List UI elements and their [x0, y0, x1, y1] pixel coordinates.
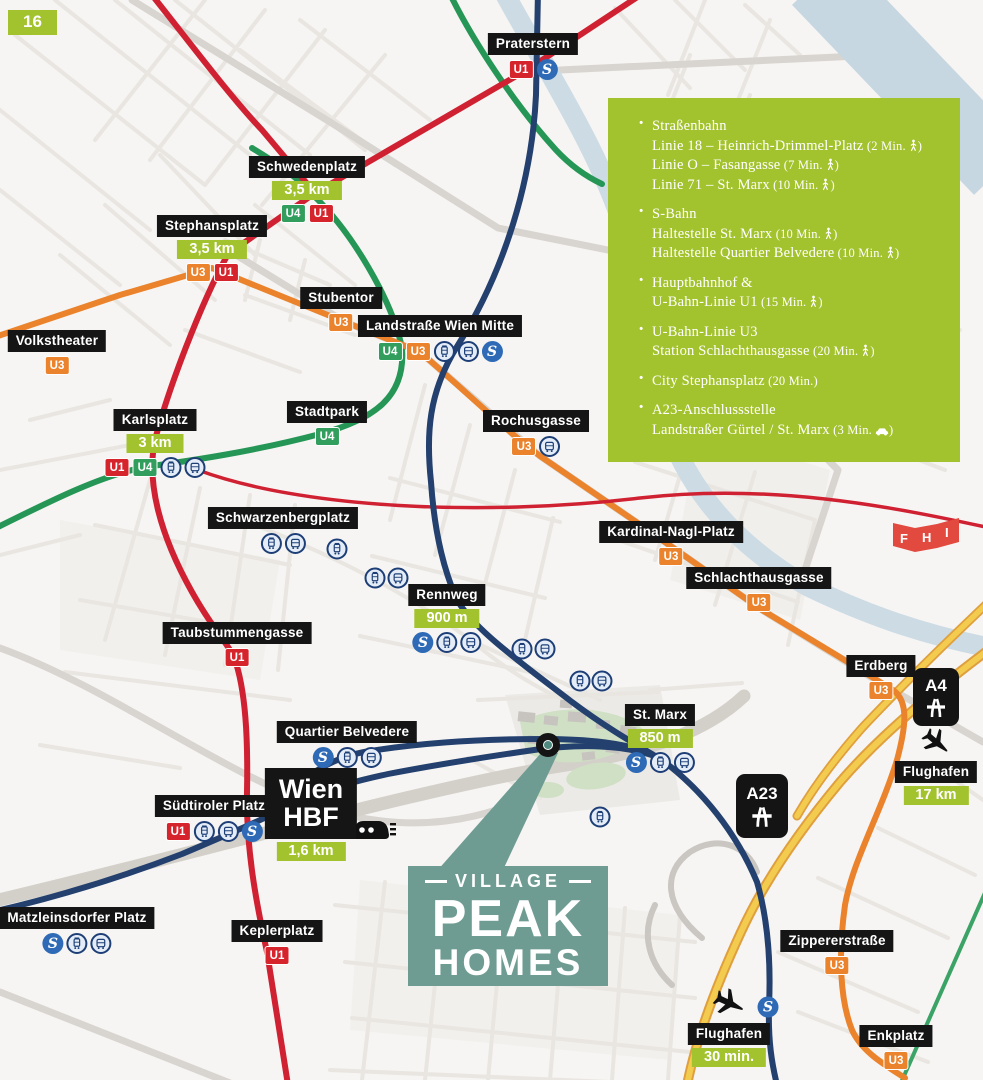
station-label: Kardinal-Nagl-Platz — [599, 521, 743, 543]
bus-icon — [535, 639, 556, 660]
station-label: Südtiroler Platz — [155, 795, 273, 817]
station-chips — [45, 356, 70, 375]
u3-badge: U3 — [328, 313, 353, 332]
station-label: Schwedenplatz — [249, 156, 365, 178]
station-chips — [626, 752, 695, 773]
station-label: Quartier Belvedere — [277, 721, 417, 743]
walk-icon — [824, 227, 833, 240]
station-st-marx — [625, 704, 695, 773]
station-karlsplatz — [105, 409, 206, 478]
legend-row — [638, 176, 938, 196]
sbahn-logo: S — [42, 933, 63, 954]
station-chips — [413, 632, 482, 653]
legend-text: City Stephansplatz — [652, 372, 765, 389]
station-label: Schwarzenbergplatz — [208, 507, 358, 529]
station-label: Taubstummengasse — [163, 622, 312, 644]
u4-badge: U4 — [314, 427, 339, 446]
station-chips — [747, 593, 772, 612]
legend-bullet: · — [638, 397, 645, 418]
legend-group — [638, 318, 938, 362]
station-label: Volkstheater — [8, 330, 106, 352]
hbf-label — [265, 768, 357, 839]
train-icon — [352, 817, 396, 843]
legend-text: A23-Anschlussstelle — [652, 402, 776, 418]
station-chips — [312, 747, 381, 768]
u3-badge: U3 — [884, 1051, 909, 1070]
station-rochusgasse — [483, 410, 589, 457]
legend-bullet: · — [638, 201, 645, 222]
tram-icon — [194, 821, 215, 842]
u1-badge: U1 — [265, 946, 290, 965]
station-chips — [225, 648, 250, 667]
poi-flughafen-south — [688, 988, 770, 1067]
station-volkstheater — [8, 330, 106, 375]
legend-text: Straßenbahn — [652, 118, 727, 134]
transit-legend — [608, 98, 960, 462]
station-label: Stubentor — [300, 287, 382, 309]
legend-time: (15 Min. ) — [757, 295, 823, 309]
station-label: St. Marx — [625, 704, 695, 726]
u3-badge: U3 — [868, 681, 893, 700]
sbahn-logo: S — [413, 632, 434, 653]
motorway-sign-a4 — [913, 668, 959, 726]
u3-badge: U3 — [186, 263, 211, 282]
site-marker-dot — [544, 741, 552, 749]
tram-icon — [590, 807, 611, 828]
station-zippererstrasse — [780, 930, 893, 975]
station-label: Erdberg — [846, 655, 915, 677]
fhi-letter: F — [900, 531, 908, 546]
u1-badge: U1 — [225, 648, 250, 667]
station-quartier-belvedere — [277, 721, 417, 768]
tram-icon — [161, 457, 182, 478]
tram-icon — [365, 568, 386, 589]
station-label: Rochusgasse — [483, 410, 589, 432]
legend-time: (7 Min. ) — [780, 158, 840, 172]
distance-badge: 1,6 km — [276, 842, 345, 861]
legend-title — [638, 113, 938, 137]
bus-icon — [461, 632, 482, 653]
sbahn-logo: S — [626, 752, 647, 773]
legend-text: Linie 71 – St. Marx — [652, 176, 770, 193]
motorway-sign-label: A23 — [746, 783, 778, 803]
station-enkplatz — [859, 1025, 932, 1070]
station-label: Karlsplatz — [114, 409, 197, 431]
motorway-sign-a23 — [736, 774, 788, 838]
legend-text: Hauptbahnhof & — [652, 274, 753, 291]
legend-bullet: · — [638, 367, 645, 389]
legend-time: (10 Min. ) — [834, 246, 900, 260]
tram-icon — [650, 752, 671, 773]
legend-text: Haltestelle St. Marx — [652, 225, 773, 242]
walk-icon — [886, 246, 895, 259]
legend-row — [638, 137, 938, 157]
station-chips — [378, 341, 503, 362]
distance-badge: 17 km — [903, 786, 968, 805]
legend-group — [638, 367, 938, 392]
legend-time: (10 Min. ) — [772, 226, 838, 241]
legend-title — [638, 367, 938, 392]
station-schlachthausgasse — [686, 567, 831, 612]
station-keplerplatz — [232, 920, 323, 965]
legend-items — [638, 113, 938, 440]
u3-badge: U3 — [406, 342, 431, 361]
distance-badge: 850 m — [627, 729, 692, 748]
station-chips — [42, 933, 111, 954]
bus-icon — [674, 752, 695, 773]
site-location-marker — [536, 733, 560, 757]
bus-icon — [360, 747, 381, 768]
station-chips — [166, 821, 263, 842]
station-chips — [314, 427, 339, 446]
legend-text: U-Bahn-Linie U3 — [652, 323, 758, 340]
distance-badge: 30 min. — [692, 1048, 766, 1067]
sbahn-logo: S — [312, 747, 333, 768]
legend-row — [638, 225, 938, 245]
u4-badge: U4 — [281, 204, 306, 223]
legend-row — [638, 244, 938, 264]
u1-badge: U1 — [105, 458, 130, 477]
bus-icon — [458, 341, 479, 362]
legend-group — [638, 269, 938, 313]
legend-row — [638, 156, 938, 176]
legend-time: (10 Min. ) — [769, 177, 835, 192]
u3-badge: U3 — [658, 547, 683, 566]
station-label: Flughafen — [895, 761, 977, 783]
sbahn-logo: S — [758, 997, 779, 1018]
legend-group — [638, 397, 938, 440]
distance-badge: 3,5 km — [177, 240, 246, 259]
legend-text: Landstraßer Gürtel / St. Marx — [652, 421, 830, 438]
distance-badge: 3 km — [126, 434, 183, 453]
walk-icon — [826, 158, 835, 171]
station-label: Keplerplatz — [232, 920, 323, 942]
legend-text: U-Bahn-Linie U1 — [652, 294, 758, 310]
legend-time: (3 Min. ) — [829, 422, 894, 437]
motorway-icon — [747, 804, 777, 828]
station-stadtpark — [287, 401, 367, 446]
u4-badge: U4 — [133, 458, 158, 477]
tram-icon — [437, 632, 458, 653]
legend-bullet: · — [638, 113, 645, 134]
station-label: Flughafen — [688, 1023, 770, 1045]
station-taubstummengasse — [163, 622, 312, 667]
car-icon — [875, 427, 889, 436]
station-label: Landstraße Wien Mitte — [358, 315, 522, 337]
station-schwedenplatz — [249, 156, 365, 223]
bus-icon — [218, 821, 239, 842]
station-chips — [511, 436, 560, 457]
legend-title — [638, 318, 938, 343]
legend-time: (20 Min.) — [764, 373, 818, 388]
bus-icon — [592, 671, 613, 692]
poi-flughafen-east — [895, 728, 977, 805]
station-label: Praterstern — [488, 33, 578, 55]
station-chips — [186, 263, 239, 282]
walk-icon — [909, 139, 918, 152]
u1-badge: U1 — [214, 263, 239, 282]
station-label: Matzleinsdorfer Platz — [0, 907, 155, 929]
logo-rule-right — [569, 880, 591, 883]
legend-title — [638, 397, 938, 421]
station-chips — [281, 204, 334, 223]
station-chips — [260, 533, 305, 554]
tram-icon — [260, 533, 281, 554]
legend-title — [638, 269, 938, 294]
page-number: 16 — [8, 10, 57, 35]
legend-bullet: · — [638, 318, 645, 340]
u3-badge: U3 — [825, 956, 850, 975]
station-chips — [265, 946, 290, 965]
airplane-icon — [708, 983, 751, 1026]
hbf-line1: Wien — [278, 774, 344, 804]
distance-badge: 3,5 km — [272, 181, 341, 200]
station-chips — [884, 1051, 909, 1070]
bus-icon — [388, 568, 409, 589]
airplane-icon — [915, 722, 957, 764]
tram-icon — [570, 671, 591, 692]
legend-text: Station Schlachthausgasse — [652, 343, 810, 359]
station-landstrasse-wien-mitte — [358, 315, 522, 362]
tram-icon — [66, 933, 87, 954]
tram-icon — [512, 639, 533, 660]
legend-text: Haltestelle Quartier Belvedere — [652, 245, 835, 261]
station-suedtiroler-platz — [155, 795, 273, 842]
u1-badge: U1 — [166, 822, 191, 841]
motorway-sign-label: A4 — [925, 675, 947, 695]
station-chips — [509, 59, 558, 80]
station-rennweg — [408, 584, 485, 653]
legend-bullet: · — [638, 269, 645, 291]
station-label: Schlachthausgasse — [686, 567, 831, 589]
bus-icon — [539, 436, 560, 457]
legend-row — [638, 293, 938, 313]
station-label: Stadtpark — [287, 401, 367, 423]
bus-icon — [185, 457, 206, 478]
legend-row — [638, 342, 938, 362]
u3-badge: U3 — [747, 593, 772, 612]
legend-text: Linie 18 – Heinrich-Drimmel-Platz — [652, 137, 864, 154]
bus-icon — [90, 933, 111, 954]
station-chips — [328, 313, 353, 332]
motorway-icon — [922, 696, 950, 718]
walk-icon — [861, 344, 870, 357]
u1-badge: U1 — [509, 60, 534, 79]
u1-badge: U1 — [309, 204, 334, 223]
hbf-line2: HBF — [283, 802, 339, 832]
legend-group — [638, 113, 938, 195]
station-label: Stephansplatz — [157, 215, 267, 237]
bus-icon — [284, 533, 305, 554]
station-label: Enkplatz — [859, 1025, 932, 1047]
distance-badge: 900 m — [414, 609, 479, 628]
logo-peak-text: PEAK — [431, 889, 585, 948]
station-chips — [658, 547, 683, 566]
tram-icon — [434, 341, 455, 362]
legend-time: (2 Min. ) — [863, 138, 923, 153]
fhi-letter: I — [945, 525, 949, 540]
legend-group — [638, 201, 938, 264]
tram-icon — [336, 747, 357, 768]
u3-badge: U3 — [511, 437, 536, 456]
walk-icon — [821, 178, 830, 191]
station-chips — [825, 956, 850, 975]
station-praterstern — [488, 33, 578, 80]
station-label: Rennweg — [408, 584, 485, 606]
station-matzleinsdorfer-platz — [0, 907, 155, 954]
village-peak-homes-logo — [408, 866, 608, 986]
station-wien-hbf — [265, 768, 357, 861]
legend-text: S-Bahn — [652, 206, 697, 222]
legend-text: Linie O – Fasangasse — [652, 157, 781, 173]
station-kardinal-nagl-platz — [599, 521, 743, 566]
station-erdberg — [846, 655, 915, 700]
legend-row — [638, 421, 938, 441]
fhi-logo — [892, 516, 960, 558]
u3-badge: U3 — [45, 356, 70, 375]
sbahn-logo: S — [242, 821, 263, 842]
logo-homes-text: HOMES — [432, 941, 584, 983]
sbahn-logo: S — [482, 341, 503, 362]
logo-rule-left — [425, 880, 447, 883]
fhi-letter: H — [922, 530, 932, 545]
station-chips — [105, 457, 206, 478]
station-schwarzenbergplatz — [208, 507, 358, 554]
legend-time: (20 Min. ) — [809, 344, 875, 358]
station-label: Zippererstraße — [780, 930, 893, 952]
station-chips — [868, 681, 893, 700]
logo-village-text: VILLAGE — [454, 870, 561, 891]
walk-icon — [809, 295, 818, 308]
legend-title — [638, 201, 938, 225]
u4-badge: U4 — [378, 342, 403, 361]
station-stephansplatz — [157, 215, 267, 282]
logo-village-line — [425, 871, 591, 892]
sbahn-logo: S — [537, 59, 558, 80]
